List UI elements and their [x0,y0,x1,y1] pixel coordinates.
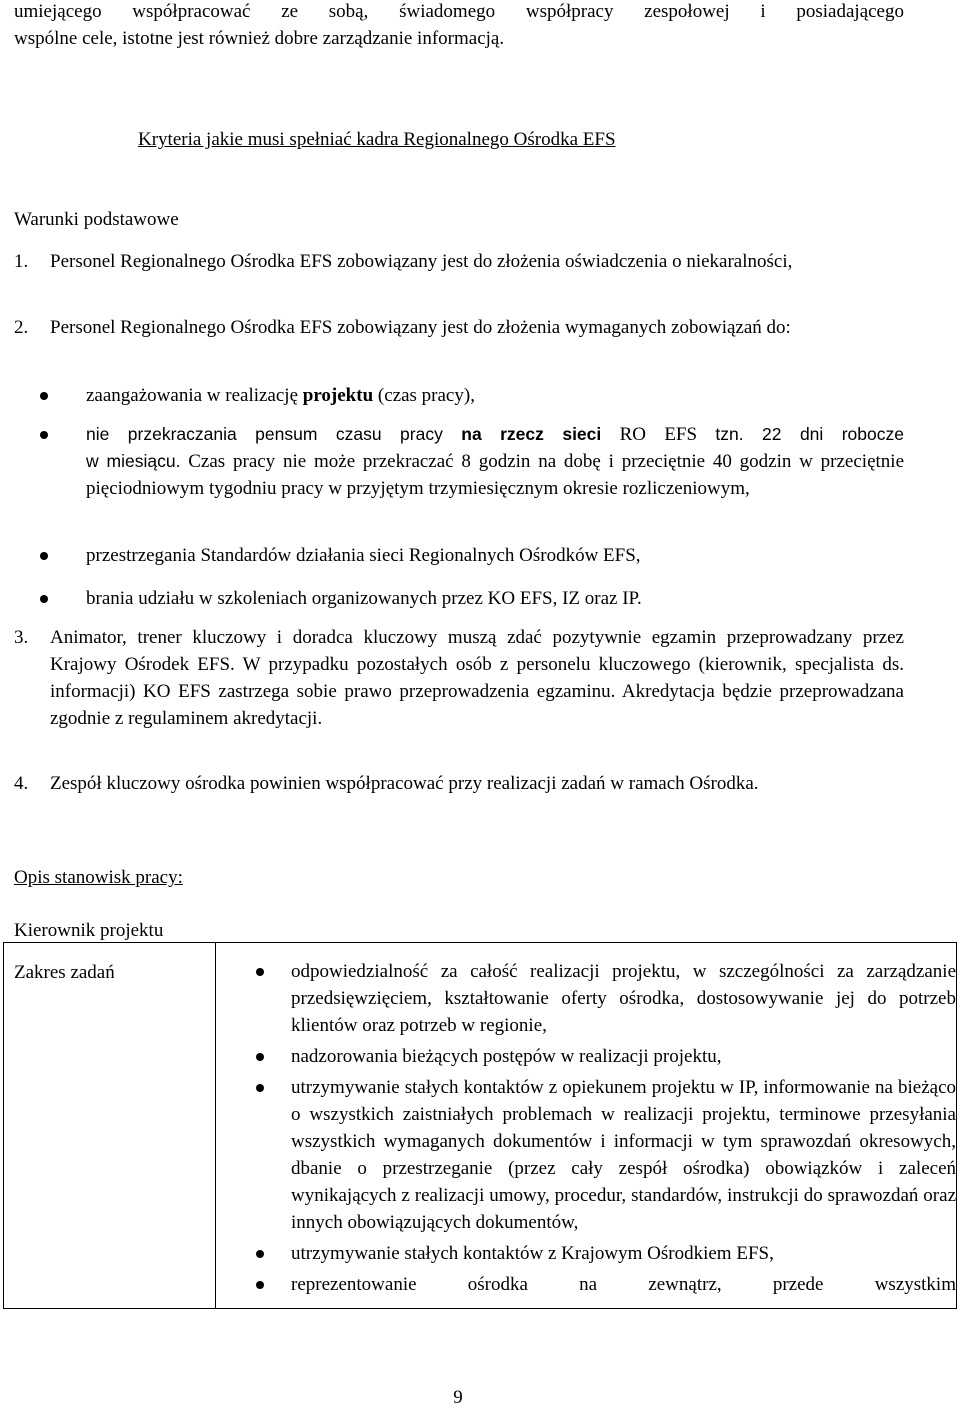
bullet-text: RO EFS [601,424,716,445]
list-item-text: Animator, trener kluczowy i doradca kluczowy muszą zdać pozytywnie egzamin przeprowadzany przez Krajowy Ośrodek EFS. W przypadku pozostałych osób z personelu kluczowego (kierownik, specjalista ds. informacji) KO EFS zastrzega sobie prawo przeprowadzenia egzaminu. Akredytacja będzie przeprowadzana zgodnie z regulaminem akredytacji. [50,627,904,729]
tasks-list-cell [216,943,957,1309]
bullet-text: Czas pracy nie może przekraczać 8 godzin na dobę i przeciętnie 40 godzin w przeciętnie pięciodniowym tygodniu pracy w przyjętym trzymiesięcznym okresie rozliczeniowym, [86,451,904,499]
tasks-label-cell [4,943,216,1309]
intro-line-2: wspólne cele, istotne jest również dobre zarządzanie informacją. [14,28,505,49]
positions-heading-text: Opis stanowisk pracy: [14,867,183,888]
bullet-text: brania udziału w szkoleniach organizowanych przez KO EFS, IZ oraz IP. [86,588,642,609]
bullet-icon [256,1250,264,1258]
bullet-icon [40,431,48,439]
bullet-icon [40,552,48,560]
bullet-text: w miesiącu. [86,451,181,471]
numbered-list-part-2 [14,314,904,341]
list-item-2 [14,314,904,341]
list-item [40,585,904,612]
bullet-first-line [86,421,904,448]
task-text: reprezentowanie ośrodka na zewnątrz, przede wszystkim [291,1274,956,1295]
numbered-list-part-1 [14,248,904,275]
task-text: nadzorowania bieżących postępów w realizacji projektu, [291,1046,722,1067]
list-marker: 4. [14,773,29,794]
bullet-text: tzn. 22 dni robocze [715,424,904,444]
bullet-icon [40,392,48,400]
bullet-text: nie przekraczania pensum czasu pracy [86,424,462,444]
obligations-list-2 [40,421,904,502]
list-item [40,421,904,502]
obligations-list-3 [40,542,904,569]
bullet-text: zaangażowania w realizację [86,385,303,406]
criteria-heading-text: Kryteria jakie musi spełniać kadra Regionalnego Ośrodka EFS [138,129,616,150]
task-text: odpowiedzialność za całość realizacji projektu, w szczególności za zarządzanie przedsięwzięciem, kształtowanie oferty ośrodka, dostosowywanie jej do potrzeb klientów oraz potrzeb w regionie, [291,961,956,1036]
bullet-icon [40,595,48,603]
list-marker: 1. [14,251,29,272]
bullet-icon [256,1053,264,1061]
numbered-list-part-4 [14,770,904,797]
list-item-4 [14,770,904,797]
criteria-heading [138,126,616,153]
positions-heading [14,864,183,891]
list-item-text: Personel Regionalnego Ośrodka EFS zobowiązany jest do złożenia oświadczenia o niekaralności, [50,251,793,272]
obligations-list-4 [40,585,904,612]
bullet-icon [256,1281,264,1289]
task-text: utrzymywanie stałych kontaktów z Krajowym Ośrodkiem EFS, [291,1243,774,1264]
list-item [40,382,904,409]
intro-line-1: umiejącego współpracować ze sobą, świadomego współpracy zespołowej i posiadającego [14,1,904,22]
list-marker: 2. [14,317,29,338]
bullet-text: (czas pracy), [373,385,475,406]
list-item [256,1240,956,1267]
bullet-bold-text: na rzecz sieci [461,424,602,444]
list-item [256,1074,956,1236]
numbered-list-part-3 [14,624,904,732]
page-number: 9 [453,1387,463,1408]
list-marker: 3. [14,627,29,648]
list-item [256,1271,956,1298]
tasks-label: Zakres zadań [14,962,115,983]
bullet-icon [256,968,264,976]
position-name: Kierownik projektu [14,920,164,941]
tasks-table [3,942,957,1309]
list-item-1 [14,248,904,275]
table-row [4,943,957,1309]
list-item [256,1043,956,1070]
list-item-text: Zespół kluczowy ośrodka powinien współpracować przy realizacji zadań w ramach Ośrodka. [50,773,759,794]
list-item-3 [14,624,904,732]
bullet-bold-text: projektu [302,385,374,406]
intro-paragraph [14,0,904,52]
bullet-icon [256,1084,264,1092]
list-item [256,958,956,1039]
task-text: utrzymywanie stałych kontaktów z opiekunem projektu w IP, informowanie na bieżąco o wszystkich zaistniałych problemach w realizacji projektu, terminowe przesyłania wszystkich wymaganych dokumentów i informacji w tym sprawozdań okresowych, dbanie o przestrzeganie (przez cały zespół ośrodka) obowiązków i zaleceń wynikających z realizacji umowy, procedur, standardów, instrukcji do sprawozdań oraz innych obowiązujących dokumentów, [291,1077,956,1233]
bullet-text: przestrzegania Standardów działania sieci Regionalnych Ośrodków EFS, [86,545,641,566]
obligations-list [40,382,904,409]
basic-conditions-heading: Warunki podstawowe [14,209,179,230]
list-item-text: Personel Regionalnego Ośrodka EFS zobowiązany jest do złożenia wymaganych zobowiązań do: [50,317,791,338]
tasks-list [256,943,956,1298]
list-item [40,542,904,569]
